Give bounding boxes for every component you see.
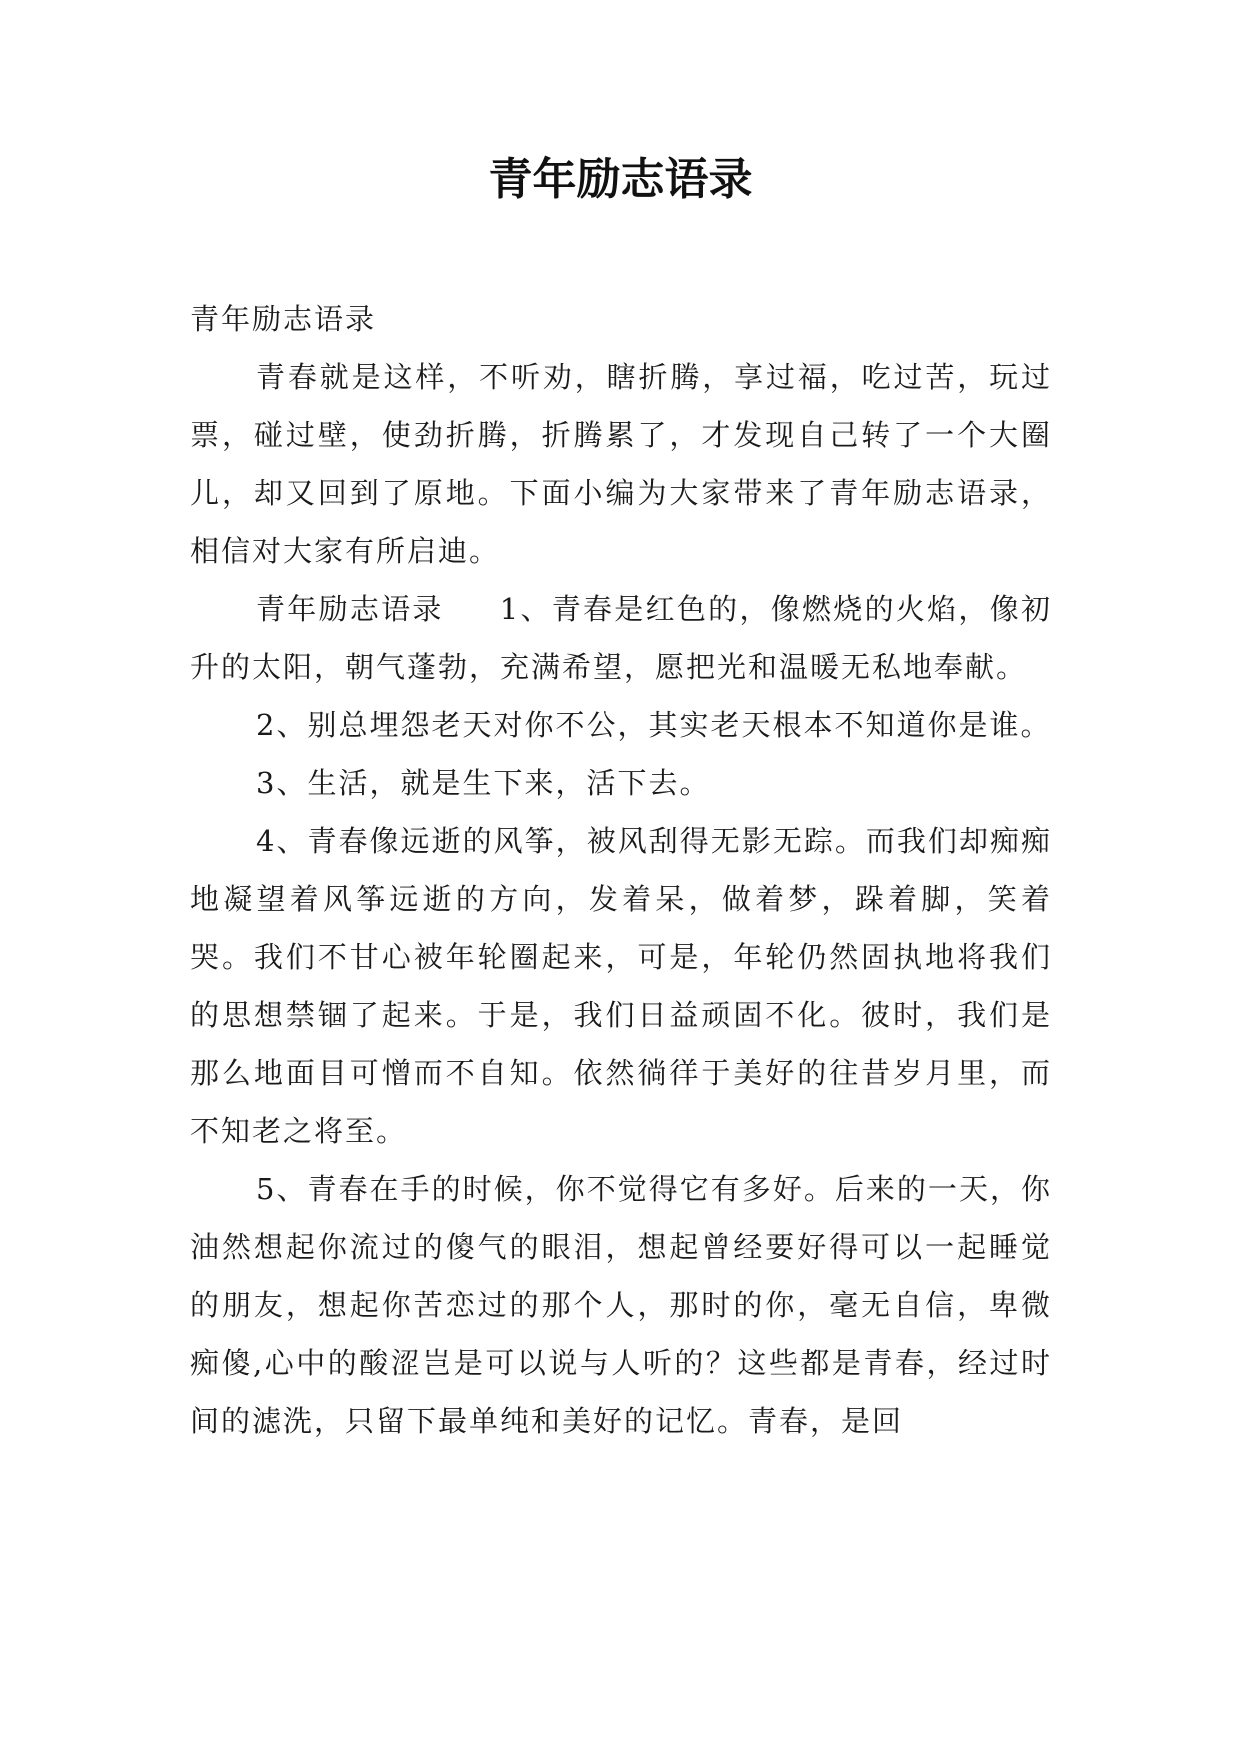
quote-1: 1、青春是红色的，像燃烧的火焰，像初升的太阳，朝气蓬勃，充满希望，愿把光和温暖无私地奉献。 xyxy=(190,592,1052,684)
quote-5: 5、青春在手的时候，你不觉得它有多好。后来的一天，你油然想起你流过的傻气的眼泪，想起曾经要好得可以一起睡觉的朋友，想起你苦恋过的那个人，那时的你，毫无自信，卑微痴傻,心中的酸涩岂是可以说与人听的？这些都是青春，经过时间的滤洗，只留下最单纯和美好的记忆。青春，是回 xyxy=(190,1172,1052,1438)
section-heading: 青年励志语录 xyxy=(256,592,444,626)
intro-paragraph: 青春就是这样，不听劝，瞎折腾，享过福，吃过苦，玩过票，碰过壁，使劲折腾，折腾累了，才发现自己转了一个大圈儿，却又回到了原地。下面小编为大家带来了青年励志语录，相信对大家有所启迪。 xyxy=(190,360,1052,568)
quote-paragraph-1 xyxy=(190,580,1052,696)
quote-2: 2、别总埋怨老天对你不公，其实老天根本不知道你是谁。 xyxy=(256,708,1052,742)
document-title: 青年励志语录 xyxy=(488,154,753,205)
quote-4: 4、青春像远逝的风筝，被风刮得无影无踪。而我们却痴痴地凝望着风筝远逝的方向，发着呆，做着梦，跺着脚，笑着哭。我们不甘心被年轮圈起来，可是，年轮仍然固执地将我们的思想禁锢了起来。于是，我们日益顽固不化。彼时，我们是那么地面目可憎而不自知。依然徜徉于美好的往昔岁月里，而不知老之将至。 xyxy=(190,824,1052,1148)
document-subtitle: 青年励志语录 xyxy=(190,302,377,336)
document-body xyxy=(190,290,1052,1450)
quote-3: 3、生活，就是生下来，活下去。 xyxy=(256,766,711,800)
